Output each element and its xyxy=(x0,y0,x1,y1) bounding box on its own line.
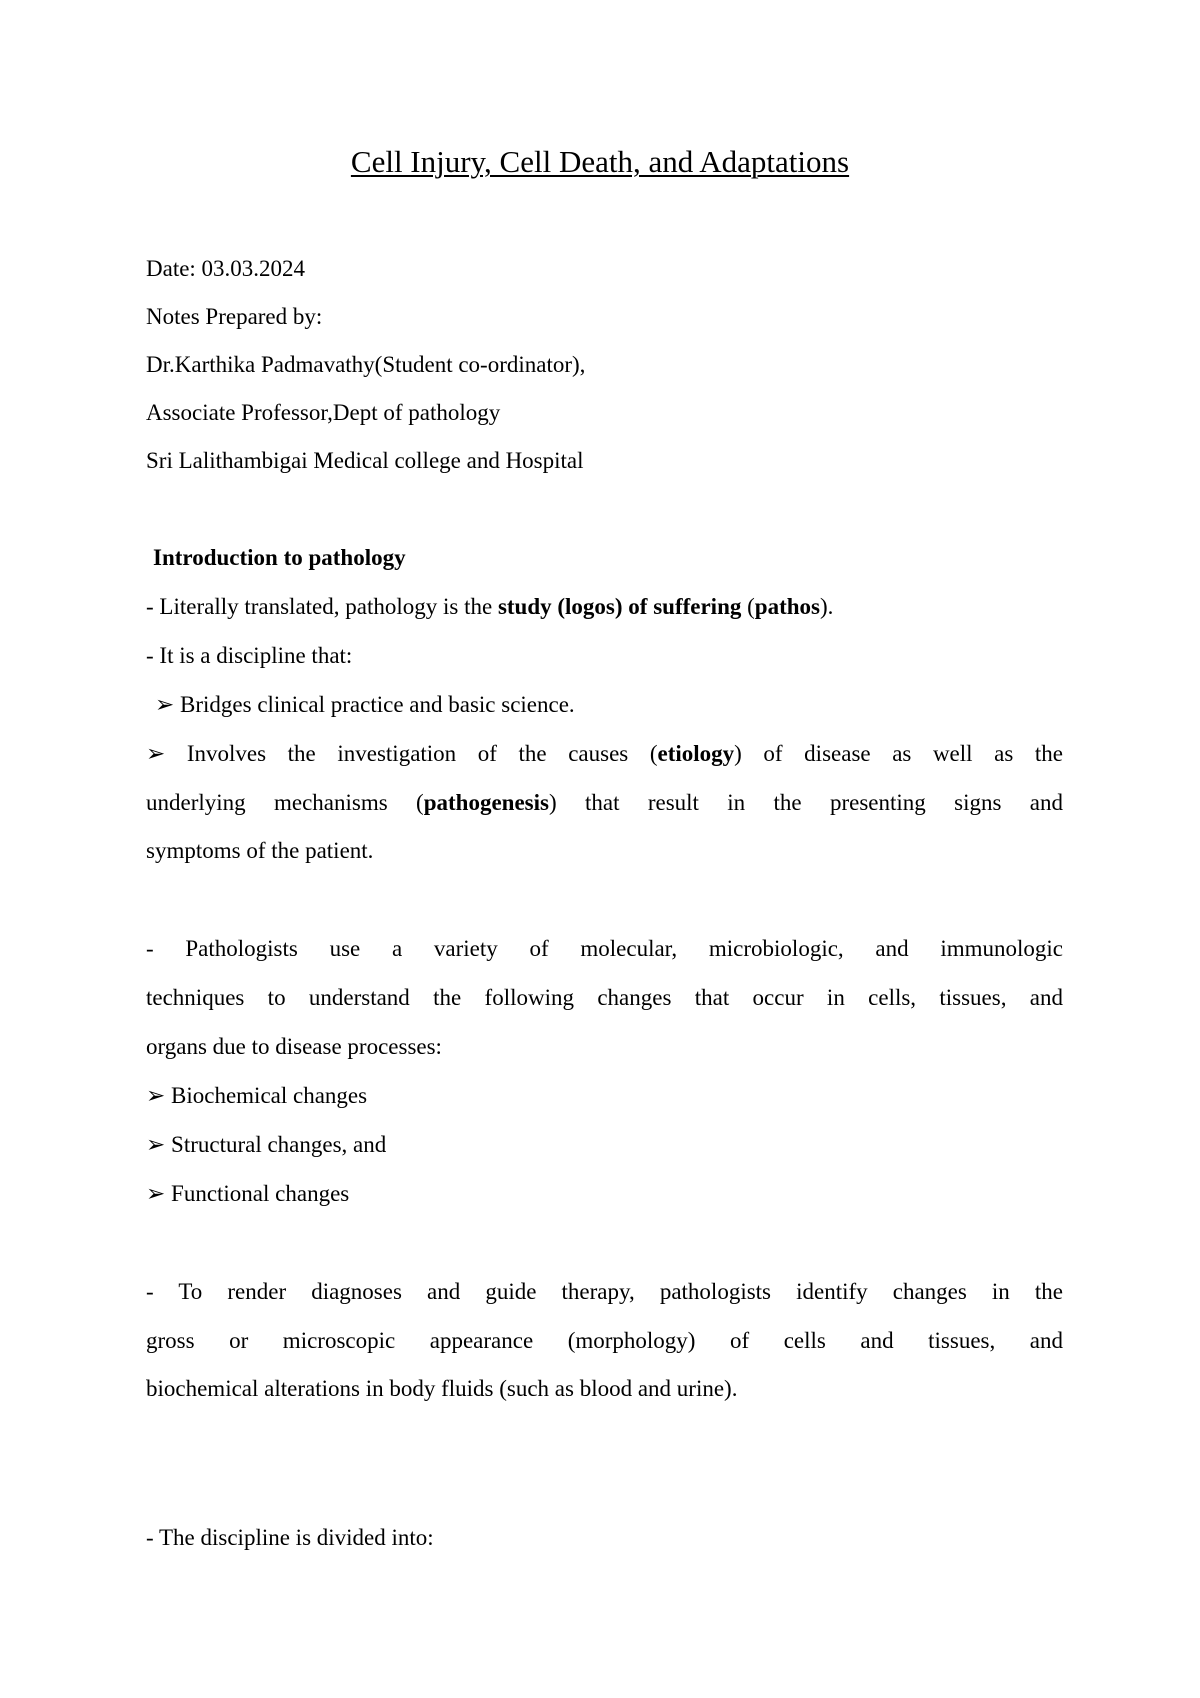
position-line: Associate Professor,Dept of pathology xyxy=(146,400,501,425)
institution-line: Sri Lalithambigai Medical college and Hospital xyxy=(146,448,584,473)
bullet-item-line xyxy=(146,788,1063,818)
techniques-line: - Pathologists use a variety of molecular, microbiologic, and immunologic xyxy=(146,936,1063,961)
bullet-item-line xyxy=(146,739,1063,769)
list-item: ➢ Functional changes xyxy=(146,1181,350,1206)
bullet-item: ➢ Bridges clinical practice and basic science. xyxy=(155,692,575,717)
page-title: Cell Injury, Cell Death, and Adaptations xyxy=(350,144,850,179)
diagnosis-line: gross or microscopic appearance (morphology) of cells and tissues, and xyxy=(146,1328,1063,1353)
intro-paragraph-2: - It is a discipline that: xyxy=(146,643,353,668)
text-run: ) that result in the presenting signs and xyxy=(548,790,1063,815)
techniques-line: techniques to understand the following changes that occur in cells, tissues, and xyxy=(146,985,1063,1010)
date-line: Date: 03.03.2024 xyxy=(146,256,306,281)
text-run: ) of disease as well as the xyxy=(734,741,1063,766)
text-run: - Literally translated, pathology is the xyxy=(146,594,498,619)
author-line: Dr.Karthika Padmavathy(Student co-ordinator), xyxy=(146,352,586,377)
text-run: ➢ Involves the investigation of the causes ( xyxy=(146,741,658,766)
text-run: ( xyxy=(741,594,755,619)
diagnosis-line: biochemical alterations in body fluids (such as blood and urine). xyxy=(146,1376,738,1401)
text-run: ). xyxy=(819,594,834,619)
bold-run: study (logos) of suffering xyxy=(497,594,742,619)
bold-run: etiology xyxy=(657,741,735,766)
divided-line: - The discipline is divided into: xyxy=(146,1525,434,1550)
bold-run: pathogenesis xyxy=(423,790,549,815)
text-run: underlying mechanisms ( xyxy=(146,790,424,815)
list-item: ➢ Structural changes, and xyxy=(146,1132,387,1157)
section-heading: Introduction to pathology xyxy=(153,545,406,570)
prepared-by-line: Notes Prepared by: xyxy=(146,304,323,329)
list-item: ➢ Biochemical changes xyxy=(146,1083,368,1108)
diagnosis-line: - To render diagnoses and guide therapy, pathologists identify changes in the xyxy=(146,1279,1063,1304)
bullet-item-line: symptoms of the patient. xyxy=(146,838,374,863)
bold-run: pathos xyxy=(754,594,820,619)
intro-paragraph-1 xyxy=(146,592,833,622)
techniques-line: organs due to disease processes: xyxy=(146,1034,442,1059)
